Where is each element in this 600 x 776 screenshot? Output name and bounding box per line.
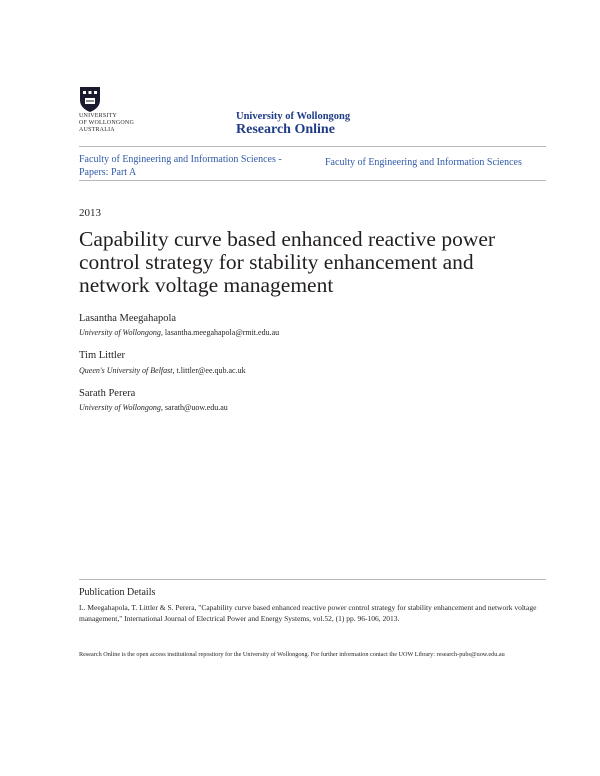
publication-citation: L. Meegahapola, T. Littler & S. Perera, "Capability curve based enhanced reactive power control strategy for stability enhancement and network voltage management," International Journal of Electrical Power and Energy Systems, vol.52, (1) pp. 96-106, 2013. — [79, 603, 537, 623]
affiliation-name: University of Wollongong — [79, 403, 161, 412]
author-affiliation: University of Wollongong, sarath@uow.edu.au — [79, 403, 228, 412]
paper-title: Capability curve based enhanced reactive power control strategy for stability enhancement and network voltage management — [79, 227, 496, 297]
divider — [79, 180, 546, 181]
university-logo — [79, 86, 145, 138]
collection-link-right[interactable]: Faculty of Engineering and Information Sciences — [325, 157, 522, 168]
author-affiliation: University of Wollongong, lasantha.meegahapola@rmit.edu.au — [79, 328, 280, 337]
logo-text-line: AUSTRALIA — [79, 127, 115, 133]
author-email[interactable]: lasantha.meegahapola@rmit.edu.au — [164, 328, 280, 337]
author-name: Sarath Perera — [79, 388, 136, 399]
logo-text-line: UNIVERSITY — [79, 113, 117, 119]
research-online-link[interactable]: Research Online — [236, 122, 335, 137]
university-name-link[interactable]: University of Wollongong — [236, 111, 351, 122]
affiliation-name: University of Wollongong — [79, 328, 161, 337]
collection-link-left[interactable]: Faculty of Engineering and Information Sciences - Papers: Part A — [79, 154, 282, 178]
publication-year: 2013 — [79, 207, 101, 219]
divider — [79, 579, 546, 580]
logo-text-line: OF WOLLONGONG — [79, 120, 134, 126]
author-email[interactable]: sarath@uow.edu.au — [164, 403, 228, 412]
author-name: Tim Littler — [79, 350, 125, 361]
author-affiliation: Queen's University of Belfast, t.littler@ee.qub.ac.uk — [79, 366, 246, 375]
author-name: Lasantha Meegahapola — [79, 313, 177, 324]
repository-footer-note: Research Online is the open access institutional repository for the University of Wollongong. For further information contact the UOW Library: research-pubs@uow.edu.au — [79, 651, 505, 658]
affiliation-name: Queen's University of Belfast — [79, 366, 173, 375]
author-email[interactable]: t.littler@ee.qub.ac.uk — [176, 366, 246, 375]
divider — [79, 146, 546, 147]
publication-details-heading: Publication Details — [79, 587, 156, 598]
